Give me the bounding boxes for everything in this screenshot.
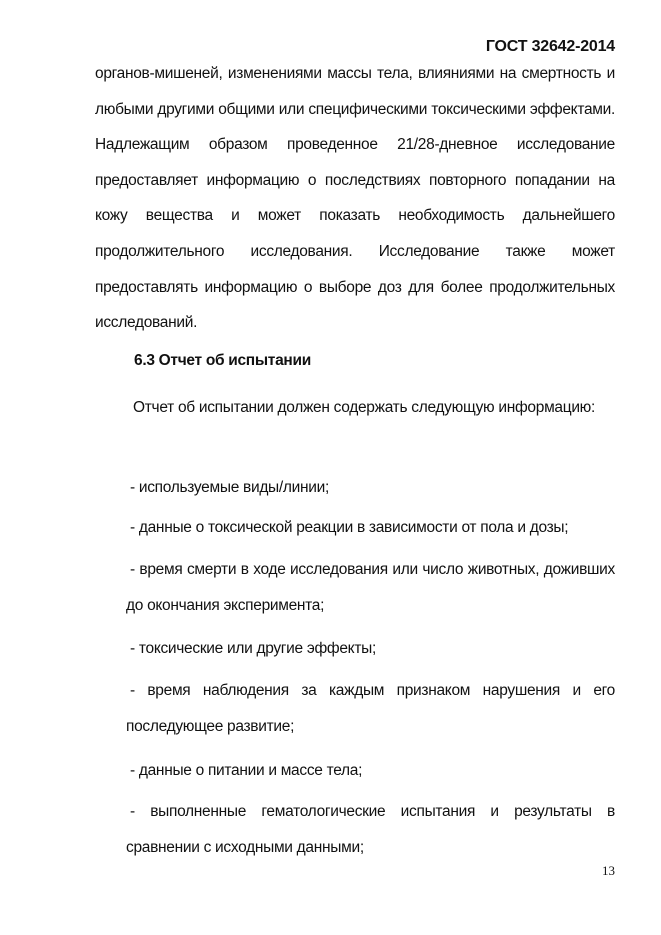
list-item: - токсические или другие эффекты; <box>130 640 376 657</box>
list-item: - данные о токсической реакции в зависимости от пола и дозы; <box>130 519 569 536</box>
body-paragraph-continuation: органов-мишеней, изменениями массы тела, влияниями на смертность и любыми другими общими или специфическими токсическими эффектами. Надлежащим образом проведенное 21/28-дневное исследование предоставляет информацию о последствиях повторного попадании на кожу вещества и может показать необходимость дальнейшего продолжительного исследования. Исследование также может предоставлять информацию о выборе доз для более продолжительных исследований. <box>95 65 615 332</box>
page-number: 13 <box>602 863 615 878</box>
list-item: - выполненные гематологические испытания и результаты в сравнении с исходными данными; <box>126 803 615 856</box>
document-code-header: ГОСТ 32642-2014 <box>485 38 615 55</box>
list-item: - время наблюдения за каждым признаком нарушения и его последующее развитие; <box>126 682 615 735</box>
body-paragraph-intro: Отчет об испытании должен содержать следующую информацию: <box>133 399 596 416</box>
list-item: - время смерти в ходе исследования или число животных, доживших до окончания эксперимента; <box>126 561 615 614</box>
list-item: - используемые виды/линии; <box>130 479 329 496</box>
list-item: - данные о питании и массе тела; <box>130 762 363 779</box>
section-heading: 6.3 Отчет об испытании <box>134 352 311 369</box>
